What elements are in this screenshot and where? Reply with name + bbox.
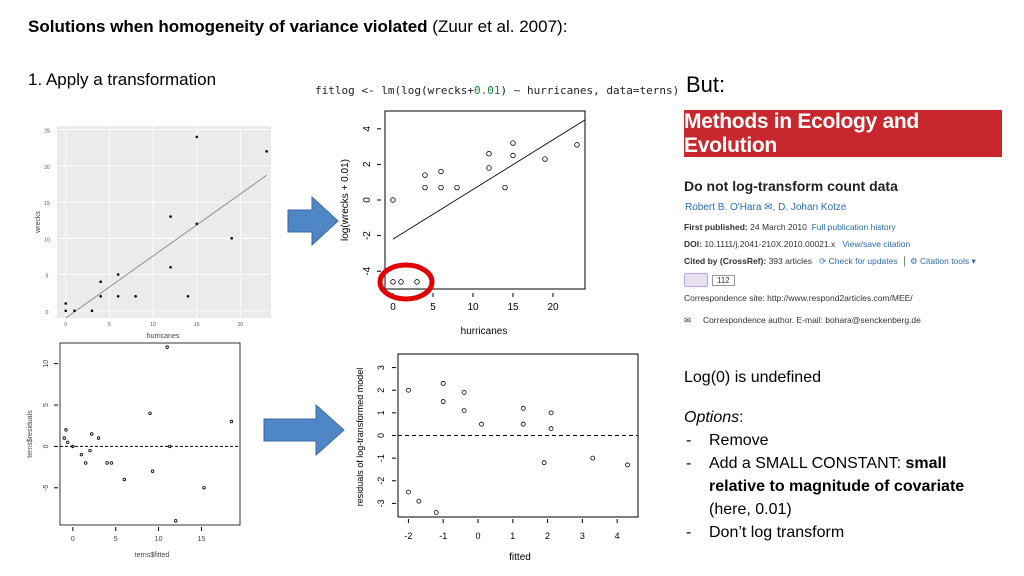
x-tick-label: 4 <box>614 531 620 541</box>
x-tick-label: -2 <box>404 531 413 541</box>
plot1-panel <box>57 126 271 318</box>
x-tick-label: 2 <box>545 531 551 541</box>
options-label: Options <box>684 409 740 426</box>
y-tick-label: 0 <box>362 197 373 203</box>
plot3-ylabel: terns$residuals <box>27 410 34 458</box>
y-tick-label: 0 <box>43 444 50 449</box>
altmetric-row <box>684 273 735 287</box>
option2-end: (here, 0.01) <box>709 501 792 518</box>
option2-bold: small relative to magnitude of covariate <box>709 455 965 495</box>
options-list <box>684 429 1004 544</box>
code-prefix: fitlog <- lm(log(wrecks+ <box>315 84 474 97</box>
first-published-label: First published: <box>684 222 748 232</box>
x-tick-label: 15 <box>507 302 519 313</box>
altmetric-badge-icon <box>684 273 708 287</box>
x-tick-label: 10 <box>467 302 479 313</box>
data-point <box>64 309 67 312</box>
paper-authors[interactable]: Robert B. O'Hara ✉, D. Johan Kotze <box>685 202 847 213</box>
data-point <box>64 302 67 305</box>
y-tick-label: 15 <box>44 201 50 208</box>
y-tick-label: -1 <box>376 454 386 463</box>
x-tick-label: 15 <box>197 536 206 543</box>
data-point <box>230 237 233 240</box>
undefined-note: Log(0) is undefined <box>684 369 821 386</box>
doi-row <box>684 239 910 249</box>
data-point <box>91 309 94 312</box>
plot3-xlabel: terns$fitted <box>134 552 170 559</box>
x-tick-label: 20 <box>547 302 559 313</box>
x-tick-label: 10 <box>150 322 156 328</box>
option-item <box>684 452 1004 521</box>
plot1-xlabel: hurricanes <box>146 333 180 340</box>
x-tick-label: 0 <box>70 536 75 543</box>
data-point <box>99 295 102 298</box>
plot2-ylabel: log(wrecks + 0.01) <box>340 159 351 241</box>
y-tick-label: 25 <box>44 128 50 135</box>
data-point <box>117 295 120 298</box>
options-block <box>684 406 1004 544</box>
x-tick-label: 10 <box>154 536 163 543</box>
check-updates-link[interactable]: Check for updates <box>828 256 898 266</box>
y-tick-label: 5 <box>45 273 49 280</box>
citation-tools-dropdown[interactable]: Citation tools ▾ <box>920 256 976 266</box>
history-link[interactable]: Full publication history <box>811 222 896 232</box>
title-citation: (Zuur et al. 2007): <box>427 17 568 36</box>
y-tick-label: 0 <box>376 432 386 439</box>
envelope-icon: ✉ <box>684 315 692 325</box>
data-point <box>73 309 76 312</box>
x-tick-label: 3 <box>579 531 585 541</box>
cited-label: Cited by (CrossRef): <box>684 256 767 266</box>
cited-count: 393 articles <box>768 256 813 266</box>
y-tick-label: 3 <box>376 365 386 371</box>
x-tick-label: 0 <box>390 302 396 313</box>
y-tick-label: -3 <box>376 499 386 508</box>
x-tick-label: 0 <box>64 322 68 328</box>
option-item: - Don’t log transform <box>684 521 1004 544</box>
journal-banner: Methods in Ecology and Evolution <box>684 110 1002 157</box>
arrow-right-icon <box>288 197 338 245</box>
but-heading: But: <box>686 72 726 97</box>
y-tick-label: 0 <box>45 309 49 316</box>
data-point <box>187 295 190 298</box>
option-item: - Remove <box>684 429 1004 452</box>
first-published-date: 24 March 2010 <box>750 222 807 232</box>
altmetric-score: 112 <box>712 275 735 286</box>
data-point <box>169 266 172 269</box>
y-tick-label: 1 <box>376 410 386 416</box>
x-tick-label: 1 <box>510 531 516 541</box>
title-bold: Solutions when homogeneity of variance violated <box>28 17 428 36</box>
x-tick-label: 15 <box>193 322 200 328</box>
data-point <box>134 295 137 298</box>
y-tick-label: 5 <box>43 403 50 407</box>
correspondence-site: Correspondence site: http://www.respond2articles.com/MEE/ <box>684 293 913 303</box>
y-tick-label: 2 <box>362 161 373 168</box>
option2-plain: Add a SMALL CONSTANT: <box>709 455 906 472</box>
first-published-row <box>684 222 896 232</box>
doi-value: 10.1111/j.2041-210X.2010.00021.x <box>704 239 836 249</box>
data-point <box>99 280 102 283</box>
cited-row: Cited by (CrossRef): 393 articles ⟳ Check for updates │ ⚙ Citation tools ▾ <box>684 256 976 266</box>
data-point <box>195 136 198 139</box>
data-point <box>265 150 268 153</box>
x-tick-label: 5 <box>108 322 111 328</box>
plot1-ylabel: wrecks <box>35 211 42 233</box>
y-tick-label: 4 <box>362 126 373 132</box>
x-tick-label: 5 <box>430 302 436 313</box>
code-suffix: ) ~ hurricanes, data=terns) <box>500 84 680 97</box>
y-tick-label: -4 <box>362 266 373 276</box>
plot3-frame <box>60 343 240 525</box>
gear-icon: ⚙ <box>910 256 918 266</box>
x-tick-label: 0 <box>475 531 481 541</box>
y-tick-label: -2 <box>376 476 386 485</box>
y-tick-label: 20 <box>44 164 50 171</box>
plot2-xlabel: hurricanes <box>460 326 508 337</box>
y-tick-label: 10 <box>43 359 50 368</box>
code-constant: 0.01 <box>473 84 501 97</box>
step-heading: 1. Apply a transformation <box>28 70 217 89</box>
citation-link[interactable]: View/save citation <box>842 239 911 249</box>
plot2-frame <box>385 111 585 289</box>
x-tick-label: -1 <box>439 531 448 541</box>
correspondence-author-row <box>684 315 921 326</box>
plot4-xlabel: fitted <box>509 552 531 563</box>
y-tick-label: -5 <box>43 484 50 491</box>
plot4-ylabel: residuals of log-transformed model <box>355 367 365 507</box>
y-tick-label: 2 <box>376 387 386 393</box>
data-point <box>117 273 120 276</box>
options-heading: Options: <box>684 409 744 426</box>
refresh-icon: ⟳ <box>819 256 827 266</box>
y-tick-label: 10 <box>44 237 50 244</box>
arrow-right-icon <box>264 405 344 455</box>
doi-label: DOI: <box>684 239 702 249</box>
paper-title: Do not log-transform count data <box>684 178 898 194</box>
y-tick-label: -2 <box>362 231 373 241</box>
x-tick-label: 5 <box>113 536 118 543</box>
data-point <box>169 215 172 218</box>
data-point <box>195 223 198 226</box>
correspondence-author: Correspondence author. E-mail: bohara@senckenberg.de <box>702 315 921 325</box>
x-tick-label: 20 <box>237 322 244 328</box>
